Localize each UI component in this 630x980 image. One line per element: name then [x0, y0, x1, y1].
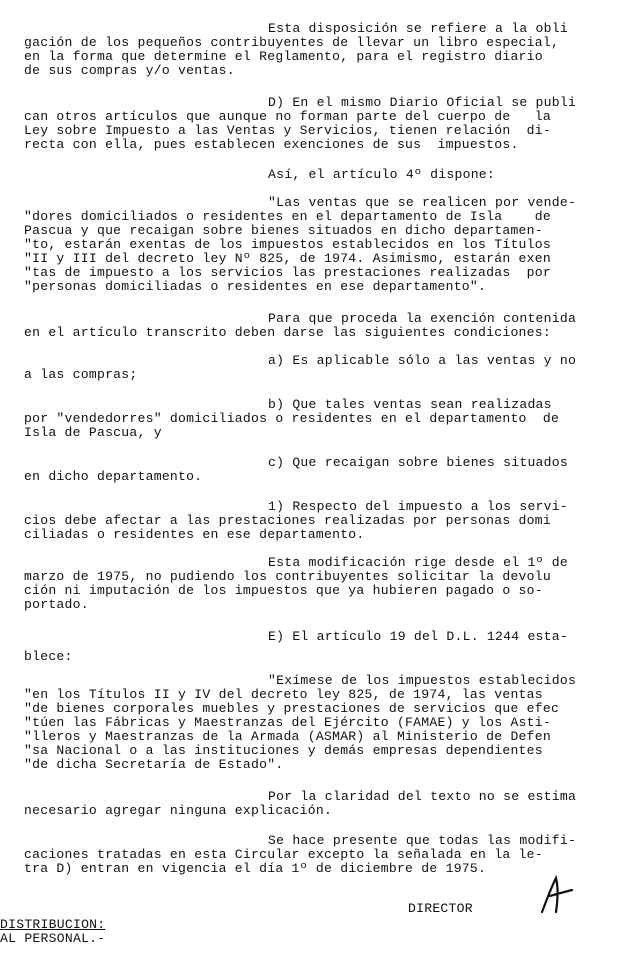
text-line: 1) Respecto del impuesto a los servi-: [268, 499, 568, 514]
text-line: "túen las Fábricas y Maestranzas del Ejército (FAMAE) y los Asti-: [24, 715, 551, 730]
text-line: a las compras;: [24, 367, 138, 382]
condition-1: [24, 500, 568, 542]
text-line: can otros artículos que aunque no forman parte del cuerpo de la: [24, 109, 551, 124]
text-line: caciones tratadas en esta Circular excepto la señalada en la le-: [24, 847, 543, 862]
text-line: portado.: [24, 597, 89, 612]
text-line: ción ni imputación de los impuestos que ya hubieren pagado o so-: [24, 583, 543, 598]
text-line: "tas de impuesto a los servicios las prestaciones realizadas por: [24, 265, 551, 280]
text-line: marzo de 1975, no pudiendo los contribuyentes solicitar la devolu: [24, 569, 551, 584]
text-line: c) Que recaigan sobre bienes situados: [268, 455, 568, 470]
text-line: "to, estarán exentas de los impuestos establecidos en los Títulos: [24, 237, 551, 252]
text-line: "de dicha Secretaría de Estado".: [24, 757, 284, 772]
text-line: en la forma que determine el Reglamento, para el registro diario: [24, 49, 543, 64]
text-line: Ley sobre Impuesto a las Ventas y Servicios, tienen relación di-: [24, 123, 551, 138]
paragraph-small-taxpayers: [24, 22, 568, 78]
text-line: recta con ella, pues establecen exenciones de sus impuestos.: [24, 137, 519, 152]
text-line: "II y III del decreto ley Nº 825, de 1974. Asimismo, estarán exen: [24, 251, 551, 266]
text-line: ciliadas o residentes en ese departamento.: [24, 527, 365, 542]
text-line: b) Que tales ventas sean realizadas: [268, 397, 552, 412]
text-line: Por la claridad del texto no se estima: [268, 789, 577, 804]
text-line: tra D) entran en vigencia el día 1º de diciembre de 1975.: [24, 861, 487, 876]
text-line: "Las ventas que se realicen por vende-: [268, 195, 577, 210]
condition-c: [24, 456, 568, 484]
text-line: "lleros y Maestranzas de la Armada (ASMAR) al Ministerio de Defen: [24, 729, 551, 744]
text-line: Se hace presente que todas las modifi-: [268, 833, 577, 848]
paragraph-e-article-19: [24, 630, 568, 664]
text-line: "de bienes corporales muebles y prestaciones de servicios que efec: [24, 701, 560, 716]
handwritten-signature-mark: [536, 872, 576, 916]
quote-article-4: [24, 196, 576, 294]
distribution-value: AL PERSONAL.-: [0, 931, 106, 946]
distribution-label: DISTRIBUCION:: [0, 917, 106, 932]
director-signature-label: DIRECTOR: [408, 901, 473, 916]
text-line: gación de los pequeños contribuyentes de llevar un libro especial,: [24, 35, 560, 50]
text-line: a) Es aplicable sólo a las ventas y no: [268, 353, 577, 368]
text-line: Pascua y que recaigan sobre bienes situados en dicho departamen-: [24, 223, 543, 238]
quote-article-19: [24, 674, 576, 772]
text-line: E) El artículo 19 del D.L. 1244 esta-: [268, 629, 568, 644]
text-line: "en los Títulos II y IV del decreto ley 825, de 1974, las ventas: [24, 687, 543, 702]
text-line: de sus compras y/o ventas.: [24, 63, 235, 78]
text-line: Isla de Pascua, y: [24, 425, 162, 440]
text-line: en dicho departamento.: [24, 469, 203, 484]
distribution-block: [0, 918, 105, 946]
text-line: D) En el mismo Diario Oficial se publi: [268, 95, 577, 110]
text-line: Para que proceda la exención contenida: [268, 311, 577, 326]
text-line: por "vendedorres" domiciliados o residentes en el departamento de: [24, 411, 560, 426]
text-line: "Exímese de los impuestos establecidos: [268, 673, 577, 688]
text-line: en el artículo transcrito deben darse las siguientes condiciones:: [24, 325, 551, 340]
condition-b: [24, 398, 559, 440]
text-line: Esta disposición se refiere a la obli: [268, 21, 568, 36]
paragraph-effective-december: [24, 834, 576, 876]
paragraph-conditions-intro: [24, 312, 576, 340]
paragraph-article-4-intro: [24, 168, 495, 182]
paragraph-d-diario-oficial: [24, 96, 576, 152]
text-line: Esta modificación rige desde el 1º de: [268, 555, 568, 570]
condition-a: [24, 354, 576, 382]
text-line: "dores domiciliados o residentes en el departamento de Isla de: [24, 209, 551, 224]
text-line: blece:: [24, 649, 73, 664]
text-line: "sa Nacional o a las instituciones y demás empresas dependientes: [24, 743, 543, 758]
text-line: necesario agregar ninguna explicación.: [24, 803, 333, 818]
text-line: cios debe afectar a las prestaciones realizadas por personas domi: [24, 513, 551, 528]
paragraph-clarity: [24, 790, 576, 818]
text-line: Así, el artículo 4º dispone:: [268, 167, 496, 182]
paragraph-effective-march: [24, 556, 568, 612]
text-line: "personas domiciliadas o residentes en ese departamento".: [24, 279, 487, 294]
